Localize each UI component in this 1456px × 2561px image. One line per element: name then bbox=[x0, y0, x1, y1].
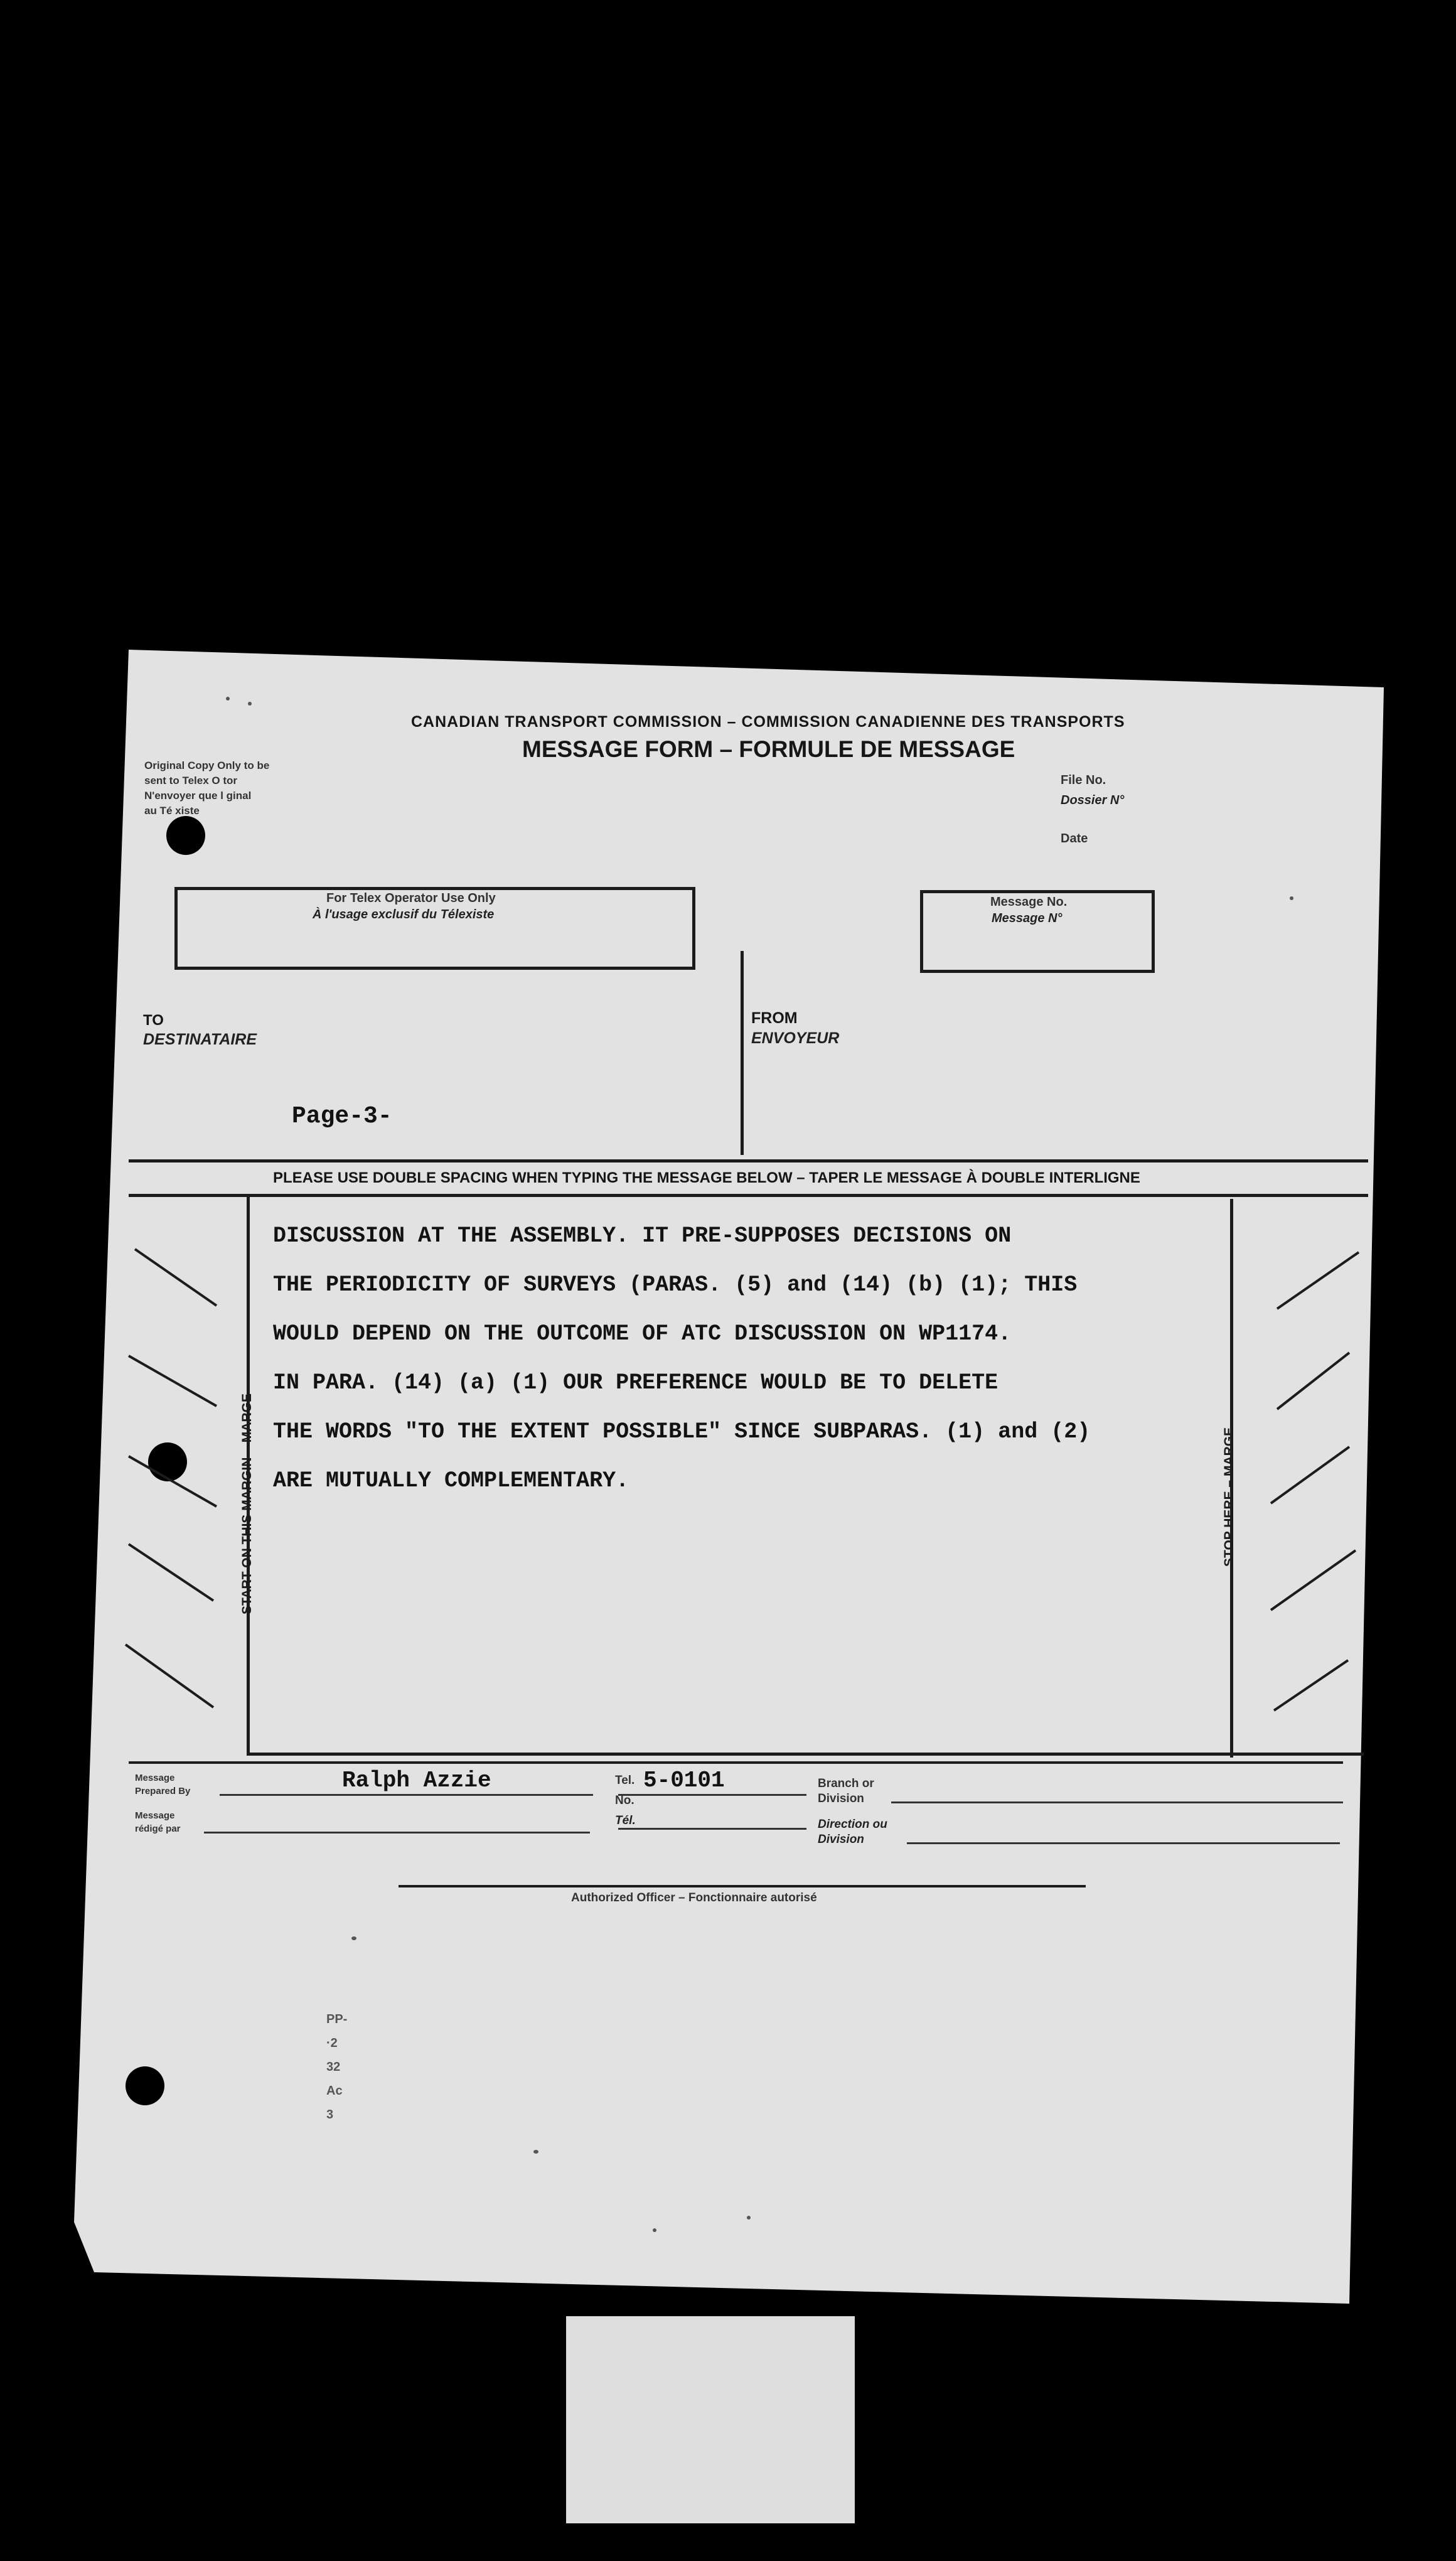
prepared-by-underline bbox=[220, 1794, 593, 1796]
drafted-by-label bbox=[135, 1809, 181, 1835]
direction-underline bbox=[907, 1842, 1340, 1844]
faint-bottom-marks bbox=[326, 2007, 347, 2127]
telex-box-line2: À l'usage exclusif du Télexiste bbox=[313, 908, 495, 921]
tel2-label: Tél. bbox=[615, 1814, 636, 1827]
message-line: THE PERIODICITY OF SURVEYS (PARAS. (5) and (14) (b) (1); THIS bbox=[273, 1272, 1078, 1297]
to-label: TO bbox=[143, 1012, 164, 1029]
signature-rule bbox=[399, 1885, 1086, 1887]
speck bbox=[653, 2228, 656, 2232]
tel2-underline bbox=[618, 1828, 806, 1830]
branch-underline bbox=[891, 1801, 1343, 1803]
tel-label: Tel. bbox=[615, 1774, 635, 1787]
direction-label-line1: Direction ou bbox=[818, 1818, 887, 1831]
no-label: No. bbox=[615, 1794, 634, 1807]
speck bbox=[533, 2150, 538, 2154]
faint-mark: 3 bbox=[326, 2108, 334, 2122]
speck bbox=[1290, 896, 1293, 900]
speck bbox=[248, 702, 252, 706]
stop-margin-label: STOP HERE – MARGE bbox=[1222, 1427, 1236, 1567]
message-line: WOULD DEPEND ON THE OUTCOME OF ATC DISCUSSION ON WP1174. bbox=[273, 1321, 1012, 1346]
drafted-label-line1: Message bbox=[135, 1810, 175, 1821]
speck bbox=[226, 697, 230, 701]
faint-mark: ·2 bbox=[326, 2036, 338, 2050]
prepared-label-line2: Prepared By bbox=[135, 1786, 191, 1796]
original-note-line1: Original Copy Only to be bbox=[144, 760, 270, 771]
from-label: FROM bbox=[751, 1009, 798, 1027]
footer-top-rule bbox=[129, 1761, 1343, 1764]
authorized-officer-label: Authorized Officer – Fonctionnaire autorisé bbox=[571, 1891, 817, 1904]
commission-title: CANADIAN TRANSPORT COMMISSION – COMMISSION CANADIENNE DES TRANSPORTS bbox=[411, 713, 1125, 731]
faint-mark: 32 bbox=[326, 2060, 341, 2074]
message-line: IN PARA. (14) (a) (1) OUR PREFERENCE WOULD BE TO DELETE bbox=[273, 1370, 998, 1395]
message-line: ARE MUTUALLY COMPLEMENTARY. bbox=[273, 1468, 629, 1493]
form-title: MESSAGE FORM – FORMULE DE MESSAGE bbox=[522, 736, 1015, 762]
dossier-no-label: Dossier N° bbox=[1061, 793, 1125, 807]
date-label: Date bbox=[1061, 832, 1088, 846]
tel-underline bbox=[618, 1794, 806, 1796]
original-note-line2: sent to Telex O tor bbox=[144, 775, 237, 787]
message-line: THE WORDS "TO THE EXTENT POSSIBLE" SINCE SUBPARAS. (1) and (2) bbox=[273, 1419, 1091, 1444]
drafted-by-underline bbox=[204, 1832, 590, 1834]
message-line: DISCUSSION AT THE ASSEMBLY. IT PRE-SUPPOSES DECISIONS ON bbox=[273, 1223, 1012, 1248]
original-note-line4: au Té xiste bbox=[144, 805, 200, 817]
faint-mark: PP- bbox=[326, 2012, 348, 2026]
branch-label bbox=[818, 1776, 874, 1807]
prepared-by-name: Ralph Azzie bbox=[342, 1768, 491, 1793]
direction-label-line2: Division bbox=[818, 1833, 864, 1846]
direction-label bbox=[818, 1817, 887, 1847]
branch-label-line1: Branch or bbox=[818, 1777, 874, 1790]
message-body bbox=[273, 1211, 1090, 1505]
file-no-label: File No. bbox=[1061, 773, 1106, 787]
message-no-label-fr: Message N° bbox=[992, 911, 1063, 925]
tel-value: 5-0101 bbox=[643, 1768, 725, 1793]
prepared-label-line1: Message bbox=[135, 1773, 175, 1783]
start-margin-label: START ON THIS MARGIN – MARGE bbox=[240, 1393, 254, 1614]
speck bbox=[747, 2216, 751, 2220]
telex-box-line1: For Telex Operator Use Only bbox=[326, 891, 496, 905]
drafted-label-line2: rédigé par bbox=[135, 1823, 181, 1834]
original-note-line3: N'envoyer que l ginal bbox=[144, 790, 252, 802]
from-label-fr: ENVOYEUR bbox=[751, 1029, 840, 1047]
prepared-by-label bbox=[135, 1771, 190, 1798]
page-marker: Page-3- bbox=[292, 1103, 392, 1130]
speck bbox=[351, 1936, 356, 1940]
message-no-label: Message No. bbox=[990, 895, 1068, 909]
faint-mark: Ac bbox=[326, 2084, 343, 2098]
instruction-text: PLEASE USE DOUBLE SPACING WHEN TYPING THE MESSAGE BELOW – TAPER LE MESSAGE À DOUBLE INTERLIGNE bbox=[273, 1169, 1140, 1186]
to-label-fr: DESTINATAIRE bbox=[143, 1031, 257, 1048]
branch-label-line2: Division bbox=[818, 1792, 864, 1805]
